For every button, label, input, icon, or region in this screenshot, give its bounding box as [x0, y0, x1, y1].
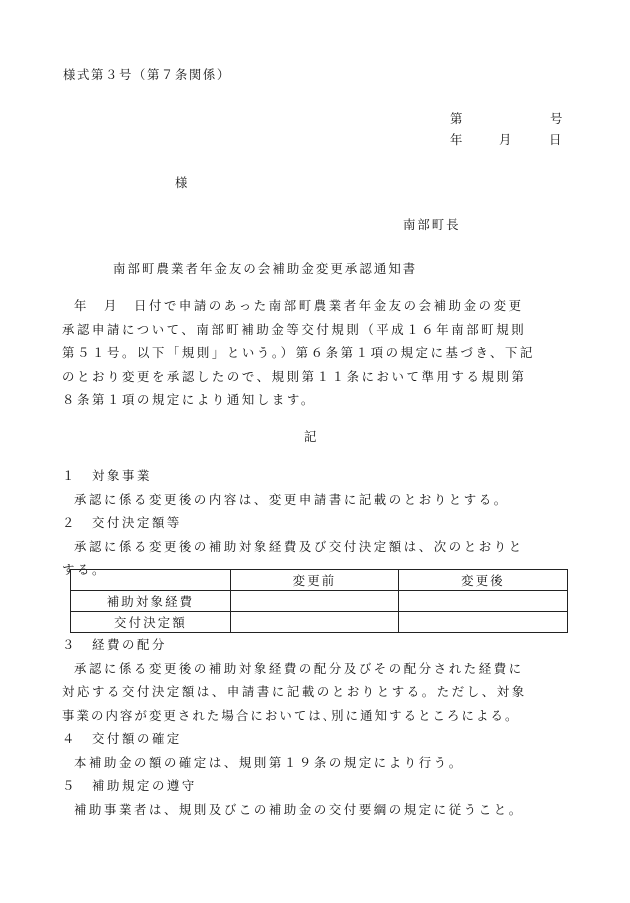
value-cell-before [231, 591, 399, 612]
section-body: 補助事業者は、規則及びこの補助金の交付要綱の規定に従うこと。 [74, 801, 524, 817]
section-body: する。 [62, 562, 107, 577]
section-body: 対応する交付決定額は、申請書に記載のとおりとする。ただし、対象 [62, 684, 527, 699]
amount-table [70, 569, 568, 633]
document-number-suffix: 号 [550, 111, 564, 126]
column-header-after: 変更後 [399, 570, 568, 591]
date-day: 日 [549, 132, 563, 147]
value-cell-after [399, 612, 568, 633]
issuer-name: 南部町長 [403, 217, 461, 232]
section-body: 承認に係る変更後の内容は、変更申請書に記載のとおりとする。 [74, 491, 509, 507]
form-number: 様式第３号（第７条関係） [63, 67, 231, 82]
intro-line: 年 月 日付で申請のあった南部町農業者年金友の会補助金の変更 [74, 298, 524, 313]
section-heading: ２ 交付決定額等 [62, 515, 182, 530]
intro-paragraph [62, 294, 570, 412]
document-title: 南部町農業者年金友の会補助金変更承認通知書 [113, 261, 418, 276]
section-heading: ４ 交付額の確定 [62, 731, 182, 746]
table-header-row [71, 570, 568, 591]
section-body: 承認に係る変更後の補助対象経費の配分及びその配分された経費に [74, 660, 524, 676]
table-row [71, 612, 568, 633]
value-cell-after [399, 591, 568, 612]
table-row [71, 591, 568, 612]
section-3-to-5 [62, 633, 570, 821]
section-heading: ３ 経費の配分 [62, 637, 167, 652]
document-number-prefix: 第 [450, 111, 464, 126]
column-header-before: 変更前 [231, 570, 399, 591]
intro-line: ８条第１項の規定により通知します。 [62, 392, 316, 407]
section-1 [62, 464, 570, 582]
date-month: 月 [499, 132, 513, 147]
intro-line: 承認申請について、南部町補助金等交付規則（平成１６年南部町規則 [62, 321, 527, 337]
intro-line: のとおり変更を承認したので、規則第１１条において準用する規則第 [62, 368, 527, 384]
section-body: 事業の内容が変更された場合においては､別に通知するところによる。 [62, 707, 520, 723]
section-heading: １ 対象事業 [62, 468, 152, 483]
recipient-suffix: 様 [175, 175, 189, 190]
row-label: 補助対象経費 [71, 591, 231, 612]
intro-line: 第５１号。以下「規則」という。）第６条第１項の規定に基づき、下記 [62, 345, 536, 360]
value-cell-before [231, 612, 399, 633]
row-label: 交付決定額 [71, 612, 231, 633]
date-year: 年 [450, 132, 464, 147]
ki-heading: 記 [304, 429, 318, 444]
section-body: 本補助金の額の確定は、規則第１９条の規定により行う。 [74, 754, 464, 770]
section-heading: ５ 補助規定の遵守 [62, 778, 197, 793]
section-body: 承認に係る変更後の補助対象経費及び交付決定額は、次のとおりと [74, 538, 524, 554]
table-corner-cell [71, 570, 231, 591]
